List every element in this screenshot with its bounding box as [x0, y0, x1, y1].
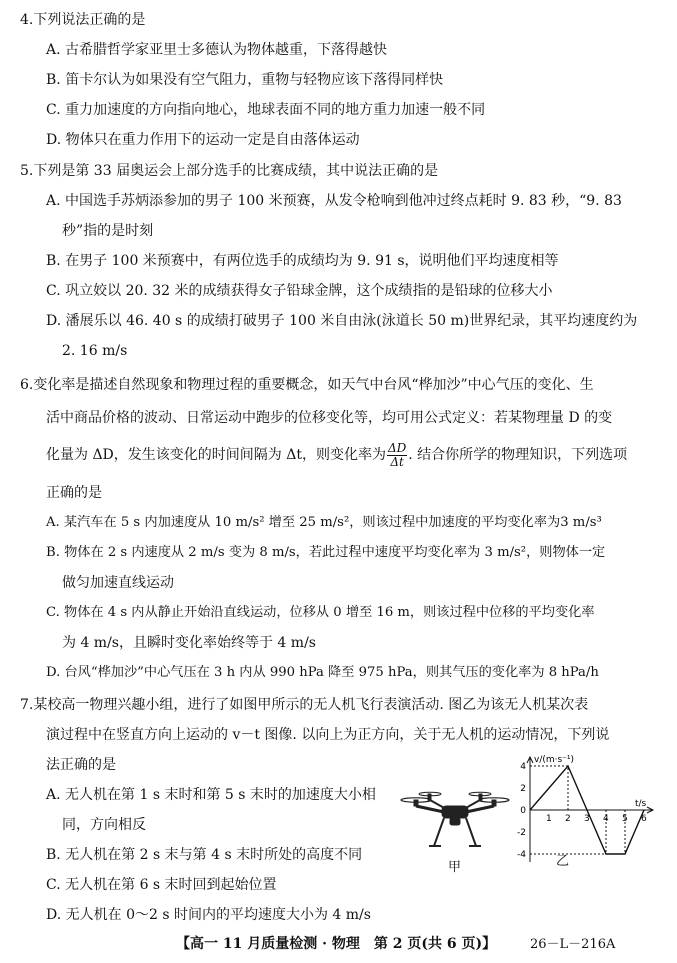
- q5-option-d-line2: 2. 16 m/s: [62, 343, 128, 359]
- q6-option-c-line2: 为 4 m/s，且瞬时变化率始终等于 4 m/s: [62, 635, 316, 651]
- y-tick-labels: [517, 762, 526, 860]
- y-tick-label: 4: [520, 762, 526, 772]
- q7-stem-line3: 法正确的是: [46, 757, 116, 773]
- q7-option-d: D. 无人机在 0～2 s 时间内的平均速度大小为 4 m/s: [46, 907, 371, 923]
- paper-code: 26－L－216A: [530, 937, 616, 952]
- page-footer: 【高一 11 月质量检测 · 物理 第 2 页(共 6 页)】: [176, 936, 497, 952]
- rate-fraction: [387, 442, 407, 469]
- q4-option-d: D. 物体只在重力作用下的运动一定是自由落体运动: [46, 132, 360, 148]
- x-tick-label: 6: [641, 814, 647, 824]
- q5-option-d-line1: D. 潘展乐以 46. 40 s 的成绩打破男子 100 米自由泳(泳道长 50 m)世界纪录，其平均速度约为: [46, 313, 638, 329]
- q6-option-d: D. 台风“桦加沙”中心气压在 3 h 内从 990 hPa 降至 975 hPa，则其气压的变化率为 8 hPa/h: [46, 665, 599, 680]
- q6-option-b-line1: B. 物体在 2 s 内速度从 2 m/s 变为 8 m/s，若此过程中速度平均变化率为 3 m/s²，则物体一定: [46, 545, 606, 560]
- rate-fraction-numerator: ΔD: [387, 440, 407, 455]
- q6-stem-line3-b: . 结合你所学的物理知识，下列选项: [408, 447, 628, 463]
- figure-yi-label: 乙: [556, 854, 570, 869]
- q6-option-c-line1: C. 物体在 4 s 内从静止开始沿直线运动，位移从 0 增至 16 m，则该过程中位移的平均变化率: [46, 605, 595, 620]
- q7-option-a-line1: A. 无人机在第 1 s 末时和第 5 s 末时的加速度大小相: [46, 787, 376, 803]
- q4-option-b: B. 笛卡尔认为如果没有空气阻力，重物与轻物应该下落得同样快: [46, 72, 444, 88]
- x-tick-labels: [546, 814, 647, 824]
- q4-option-a: A. 古希腊哲学家亚里士多德认为物体越重，下落得越快: [46, 42, 388, 58]
- q7-option-c: C. 无人机在第 6 s 末时回到起始位置: [46, 877, 277, 893]
- y-tick-label: -4: [517, 850, 526, 860]
- q7-stem-line1: 7.某校高一物理兴趣小组，进行了如图甲所示的无人机飞行表演活动. 图乙为该无人机某次表: [20, 697, 589, 713]
- q4-stem: 4.下列说法正确的是: [20, 12, 146, 28]
- y-axis-label: v/(m·s⁻¹): [534, 755, 575, 765]
- q7-stem-line2: 演过程中在竖直方向上运动的 v－t 图像. 以向上为正方向，关于无人机的运动情况，下列说: [46, 727, 610, 743]
- q5-stem: 5.下列是第 33 届奥运会上部分选手的比赛成绩，其中说法正确的是: [20, 163, 439, 179]
- q6-stem-line1: 6.变化率是描述自然现象和物理过程的重要概念，如天气中台风“桦加沙”中心气压的变化、生: [20, 377, 594, 393]
- x-tick-label: 3: [584, 814, 590, 824]
- x-axis-label: t/s: [635, 799, 647, 809]
- y-tick-label: 0: [520, 806, 526, 816]
- figure-jia-label: 甲: [448, 860, 462, 875]
- q5-option-c: C. 巩立姣以 20. 32 米的成绩获得女子铅球金牌，这个成绩指的是铅球的位移大小: [46, 283, 553, 299]
- axes: [527, 757, 653, 862]
- q6-stem-line3-a: 化量为 ΔD，发生该变化的时间间隔为 Δt，则变化率为: [46, 447, 386, 463]
- q6-stem-line3: [46, 440, 627, 470]
- q5-option-a-line1: A. 中国选手苏炳添参加的男子 100 米预赛，从发令枪响到他冲过终点耗时 9. 83 秒，“9. 83: [46, 193, 622, 209]
- y-tick-label: -2: [517, 828, 526, 838]
- x-tick-label: 5: [622, 814, 628, 824]
- drone-icon: [401, 792, 509, 846]
- q7-option-a-line2: 同，方向相反: [62, 817, 146, 833]
- q6-option-a: A. 某汽车在 5 s 内加速度从 10 m/s² 增至 25 m/s²，则该过程中加速度的平均变化率为3 m/s³: [46, 515, 602, 530]
- drone-figure: [400, 788, 510, 858]
- q5-option-a-line2: 秒”指的是时刻: [62, 223, 154, 239]
- y-tick-label: 2: [520, 784, 526, 794]
- x-tick-label: 1: [546, 814, 552, 824]
- q5-option-b: B. 在男子 100 米预赛中，有两位选手的成绩均为 9. 91 s，说明他们平均速度相等: [46, 253, 559, 269]
- x-tick-label: 4: [603, 814, 609, 824]
- q4-option-c: C. 重力加速度的方向指向地心，地球表面不同的地方重力加速一般不同: [46, 102, 486, 118]
- q6-option-b-line2: 做匀加速直线运动: [62, 575, 174, 591]
- rate-fraction-denominator: Δt: [390, 454, 404, 469]
- x-tick-label: 2: [565, 814, 571, 824]
- vt-chart: [500, 752, 665, 867]
- q6-stem-line2: 活中商品价格的波动、日常运动中跑步的位移变化等，均可用公式定义：若某物理量 D 的变: [46, 410, 613, 426]
- q6-stem-line4: 正确的是: [46, 485, 102, 501]
- q7-option-b: B. 无人机在第 2 s 末与第 4 s 末时所处的高度不同: [46, 847, 363, 863]
